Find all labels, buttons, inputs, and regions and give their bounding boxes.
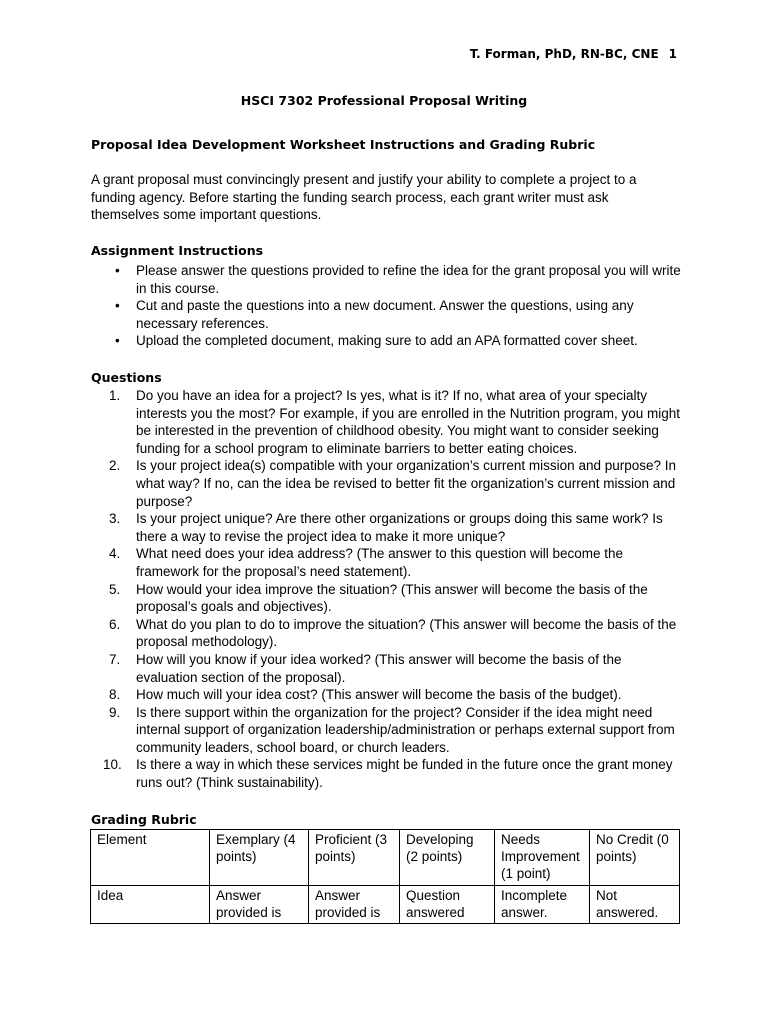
question-number: 6. <box>109 616 121 632</box>
bullet-icon: • <box>115 263 120 278</box>
course-title: HSCI 7302 Professional Proposal Writing <box>240 93 528 108</box>
table-header-row <box>91 830 680 886</box>
question-number: 9. <box>109 704 121 720</box>
question-item <box>91 756 683 791</box>
list-item <box>91 262 681 297</box>
table-cell: Question answered <box>400 886 495 924</box>
column-header: Needs Improvement (1 point) <box>495 830 590 886</box>
list-item <box>91 332 681 350</box>
question-number: 4. <box>109 546 121 562</box>
question-number: 5. <box>109 581 121 597</box>
question-number: 1. <box>109 388 121 403</box>
question-item <box>91 581 683 616</box>
list-item-text: Upload the completed document, making sure to add an APA formatted cover sheet. <box>136 333 638 349</box>
rubric-heading: Grading Rubric <box>91 812 197 827</box>
column-header: Developing (2 points) <box>400 830 495 886</box>
question-number: 2. <box>109 458 121 474</box>
page-number: 1 <box>668 47 677 61</box>
question-text: How will you know if your idea worked? (This answer will become the basis of the evaluation section of the proposal). <box>136 651 622 685</box>
question-item <box>91 387 683 457</box>
bullet-icon: • <box>115 333 120 349</box>
question-item <box>91 457 683 510</box>
question-number: 3. <box>109 511 121 527</box>
bullet-icon: • <box>115 298 120 314</box>
questions-list <box>91 387 683 792</box>
question-text: What need does your idea address? (The answer to this question will become the framework for the proposal’s need statement). <box>136 546 624 579</box>
header-author: T. Forman, PhD, RN-BC, CNE <box>469 47 659 61</box>
question-item <box>91 686 683 704</box>
column-header: Proficient (3 points) <box>309 830 400 886</box>
column-header: No Credit (0 points) <box>590 830 680 886</box>
list-item-text: Cut and paste the questions into a new document. Answer the questions, using any necessary references. <box>136 298 634 331</box>
column-header: Element <box>91 830 210 886</box>
question-text: Is there support within the organization for the project? Consider if the idea might need internal support of organization leadership/administration or perhaps external support from community leaders, school board, or church leaders. <box>136 704 675 755</box>
question-item <box>91 704 683 757</box>
question-text: Do you have an idea for a project? Is yes, what is it? If no, what area of your specialty interests you the most? For example, if you are enrolled in the Nutrition program, you might be interested in the prevention of childhood obesity. You might want to consider seeking funding for a school program to eliminate barriers to better eating choices. <box>136 388 681 456</box>
question-item <box>91 616 683 651</box>
table-cell: Not answered. <box>590 886 680 924</box>
table-cell: Answer provided is <box>309 886 400 924</box>
table-cell: Answer provided is <box>210 886 309 924</box>
list-item-text: Please answer the questions provided to refine the idea for the grant proposal you will write in this course. <box>136 263 681 296</box>
list-item <box>91 297 681 332</box>
column-header: Exemplary (4 points) <box>210 830 309 886</box>
question-text: Is your project idea(s) compatible with your organization’s current mission and purpose? In what way? If no, can the idea be revised to better fit the organization’s current mission and purpose? <box>136 458 677 509</box>
assignment-list <box>91 262 681 350</box>
question-text: Is there a way in which these services might be funded in the future once the grant money runs out? (Think sustainability). <box>136 757 673 791</box>
table-cell: Incomplete answer. <box>495 886 590 924</box>
question-item <box>91 510 683 545</box>
question-item <box>91 651 683 686</box>
question-text: How much will your idea cost? (This answer will become the basis of the budget). <box>136 687 622 703</box>
document-title: Proposal Idea Development Worksheet Instructions and Grading Rubric <box>91 137 596 152</box>
table-cell: Idea <box>91 886 210 924</box>
question-text: How would your idea improve the situation? (This answer will become the basis of the proposal’s goals and objectives). <box>136 581 648 615</box>
table-row <box>91 886 680 924</box>
question-number: 7. <box>109 651 121 667</box>
intro-paragraph: A grant proposal must convincingly present and justify your ability to complete a project to a funding agency. Before starting the funding search process, each grant writer must ask themselves some important questions. <box>91 172 637 223</box>
question-item <box>91 545 683 580</box>
grading-rubric-table <box>90 829 680 924</box>
question-text: Is your project unique? Are there other organizations or groups doing this same work? Is there a way to revise the project idea to make it more unique? <box>136 511 663 544</box>
question-text: What do you plan to do to improve the situation? (This answer will become the basis of the proposal methodology). <box>136 616 677 650</box>
question-number: 10. <box>103 757 122 773</box>
assignment-heading: Assignment Instructions <box>91 243 264 258</box>
question-number: 8. <box>109 687 121 703</box>
questions-heading: Questions <box>91 370 162 385</box>
running-header <box>470 47 677 61</box>
